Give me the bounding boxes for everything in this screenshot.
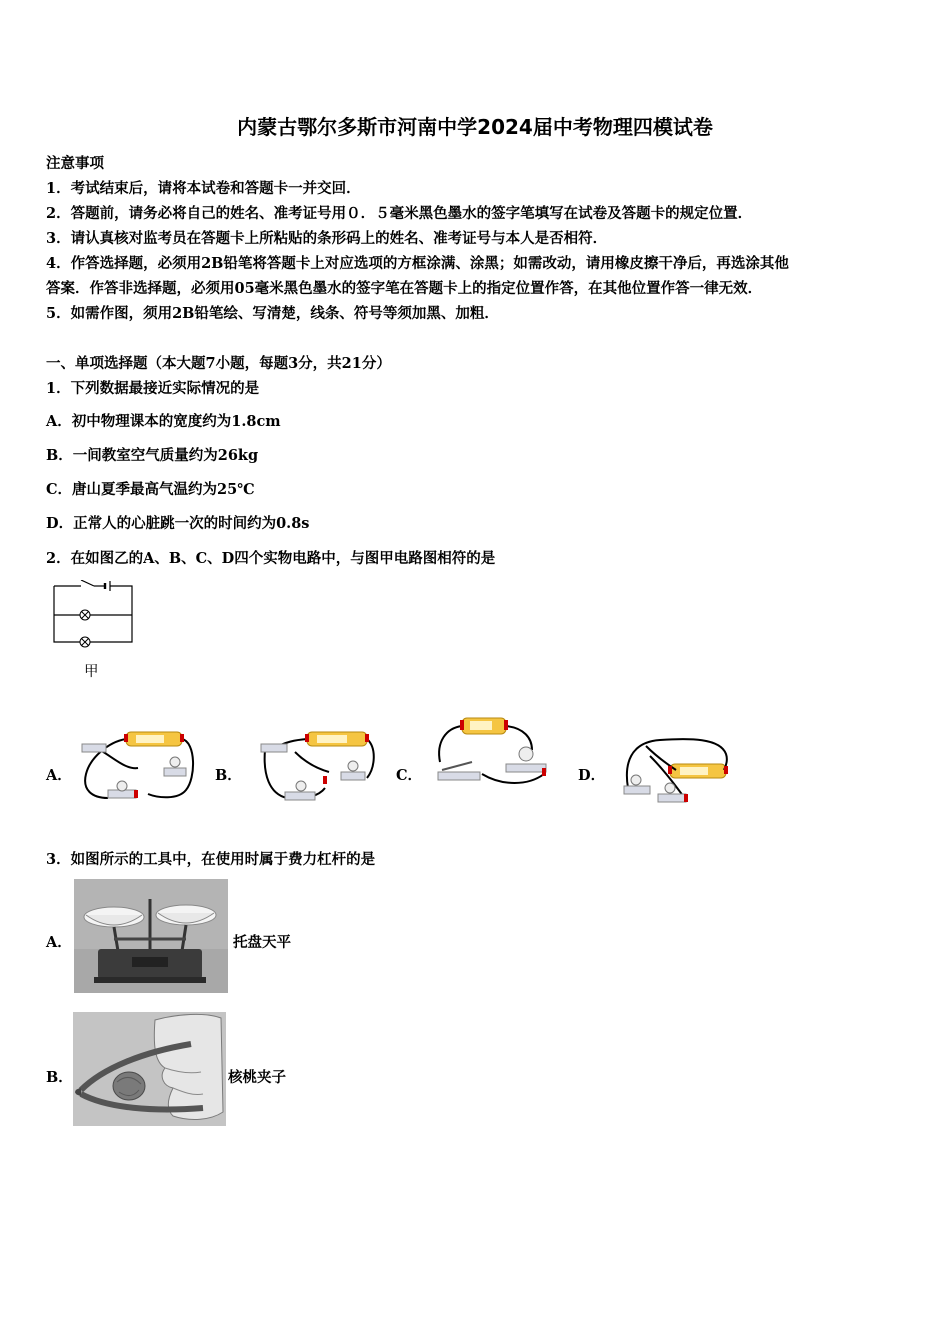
circuit-photo-b <box>255 728 380 808</box>
q1-option-c: C．唐山夏季最高气温约为25℃ <box>46 481 255 498</box>
notice-item: 4．作答选择题，必须用2B铅笔将答题卡上对应选项的方框涂满、涂黑；如需改动，请用橡皮擦干净后，再选涂其他 <box>46 255 789 272</box>
figure-label: 甲 <box>84 664 99 680</box>
circuit-photo-a <box>78 728 198 808</box>
q1-option-a: A．初中物理课本的宽度约为1.8cm <box>46 413 281 430</box>
notice-item: 1．考试结束后，请将本试卷和答题卡一并交回． <box>46 180 361 197</box>
question-stem: 2．在如图乙的A、B、C、D四个实物电路中，与图甲电路图相符的是 <box>46 550 496 567</box>
exam-title: 内蒙古鄂尔多斯市河南中学2024届中考物理四模试卷 <box>237 115 713 139</box>
section-heading: 一、单项选择题（本大题7小题，每题3分，共21分） <box>46 355 391 372</box>
q2-option-d-letter: D． <box>578 767 606 784</box>
circuit-photo-d <box>620 736 732 808</box>
circuit-photo-c <box>432 714 557 798</box>
q3-option-b-caption: 核桃夹子 <box>228 1069 286 1086</box>
question-stem: 1．下列数据最接近实际情况的是 <box>46 380 260 397</box>
notice-item: 5．如需作图，须用2B铅笔绘、写清楚，线条、符号等须加黑、加粗． <box>46 305 499 322</box>
notice-item: 2．答题前，请务必将自己的姓名、准考证号用０．５毫米黑色墨水的签字笔填写在试卷及答题卡的规定位置． <box>46 205 753 222</box>
q3-option-a-caption: 托盘天平 <box>233 934 291 951</box>
balance-scale-image <box>74 879 228 993</box>
notice-item: 3．请认真核对监考员在答题卡上所粘贴的条形码上的姓名、准考证号与本人是否相符． <box>46 230 608 247</box>
q3-option-b-letter: B． <box>46 1069 73 1086</box>
notice-item: 答案．作答非选择题，必须用05毫米黑色墨水的签字笔在答题卡上的指定位置作答，在其他位置作答一律无效． <box>46 280 763 297</box>
q1-option-b: B．一间教室空气质量约为26kg <box>46 447 259 464</box>
notice-heading: 注意事项 <box>46 155 104 172</box>
q2-option-c-letter: C． <box>396 767 423 784</box>
q1-option-d: D．正常人的心脏跳一次的时间约为0.8s <box>46 515 310 532</box>
q3-option-a-letter: A． <box>46 934 72 951</box>
q2-option-a-letter: A． <box>46 767 72 784</box>
nutcracker-image <box>73 1012 226 1126</box>
question-stem: 3．如图所示的工具中，在使用时属于费力杠杆的是 <box>46 851 376 868</box>
q2-option-b-letter: B． <box>215 767 242 784</box>
